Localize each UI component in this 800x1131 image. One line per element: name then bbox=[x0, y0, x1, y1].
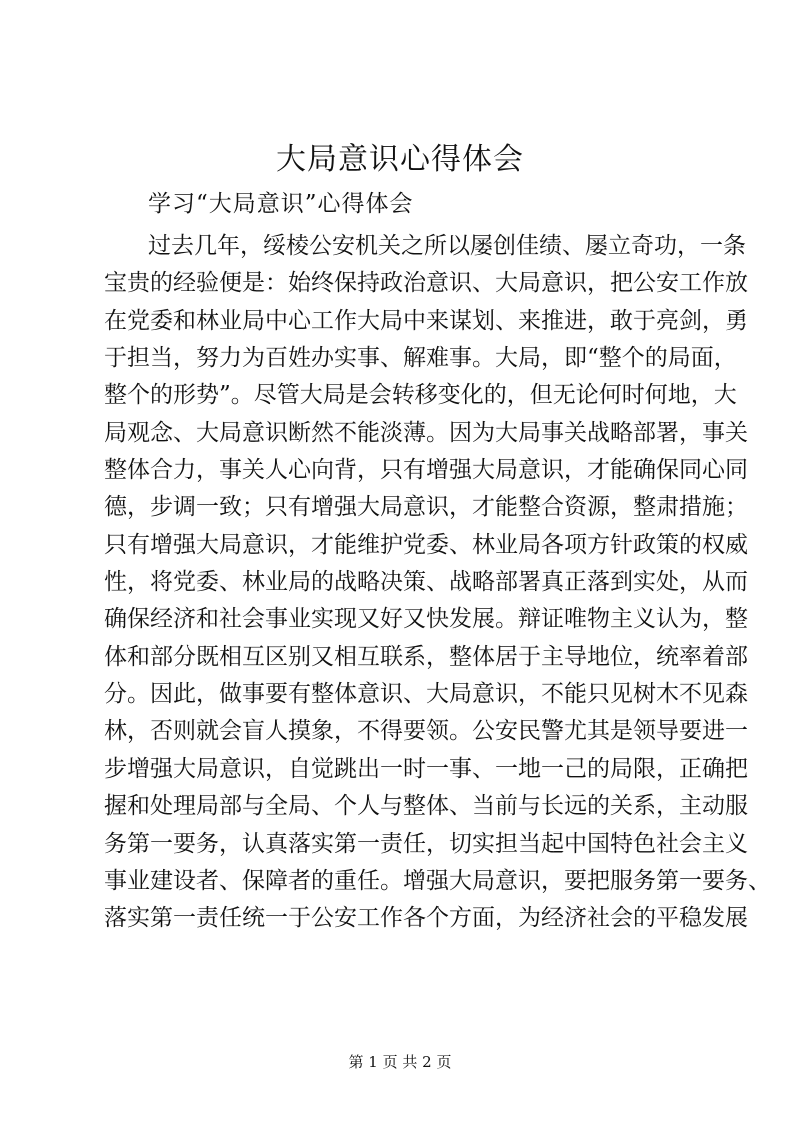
page-title: 大局意识心得体会 bbox=[276, 142, 524, 177]
body-line: 体和部分既相互区别又相互联系，整体居于主导地位，统率着部 bbox=[104, 643, 748, 670]
body-line: 德，步调一致；只有增强大局意识，才能整合资源，整肃措施； bbox=[104, 494, 748, 521]
body-line: 于担当，努力为百姓办实事、解难事。大局，即“整个的局面， bbox=[104, 345, 737, 372]
body-line: 步增强大局意识，自觉跳出一时一事、一地一己的局限，正确把 bbox=[104, 755, 748, 782]
body-line: 性，将党委、林业局的战略决策、战略部署真正落到实处，从而 bbox=[104, 569, 748, 596]
body-line: 整个的形势”。尽管大局是会转移变化的，但无论何时何地，大 bbox=[104, 382, 737, 409]
body-line: 事业建设者、保障者的重任。增强大局意识，要把服务第一要务、 bbox=[104, 867, 771, 894]
body-line: 握和处理局部与全局、个人与整体、当前与长远的关系，主动服 bbox=[104, 793, 748, 820]
body-line: 过去几年，绥棱公安机关之所以屡创佳绩、屡立奇功，一条 bbox=[148, 233, 746, 259]
body-line: 务第一要务，认真落实第一责任，切实担当起中国特色社会主义 bbox=[104, 830, 748, 857]
body-line: 局观念、大局意识断然不能淡薄。因为大局事关战略部署，事关 bbox=[104, 419, 748, 446]
body-line: 落实第一责任统一于公安工作各个方面，为经济社会的平稳发展 bbox=[104, 905, 748, 932]
body-line: 分。因此，做事要有整体意识、大局意识，不能只见树木不见森 bbox=[104, 681, 748, 708]
subtitle: 学习“大局意识”心得体会 bbox=[148, 191, 414, 217]
body-line: 整体合力，事关人心向背，只有增强大局意识，才能确保同心同 bbox=[104, 457, 748, 484]
body-line: 只有增强大局意识，才能维护党委、林业局各项方针政策的权威 bbox=[104, 531, 748, 558]
body-line: 在党委和林业局中心工作大局中来谋划、来推进，敢于亮剑，勇 bbox=[104, 307, 748, 334]
body-text bbox=[104, 228, 771, 938]
body-line: 宝贵的经验便是：始终保持政治意识、大局意识，把公安工作放 bbox=[104, 270, 748, 297]
body-line: 确保经济和社会事业实现又好又快发展。辩证唯物主义认为，整 bbox=[104, 606, 748, 633]
body-line: 林，否则就会盲人摸象，不得要领。公安民警尤其是领导要进一 bbox=[104, 718, 748, 745]
page-footer: 第 1 页 共 2 页 bbox=[348, 1053, 452, 1071]
